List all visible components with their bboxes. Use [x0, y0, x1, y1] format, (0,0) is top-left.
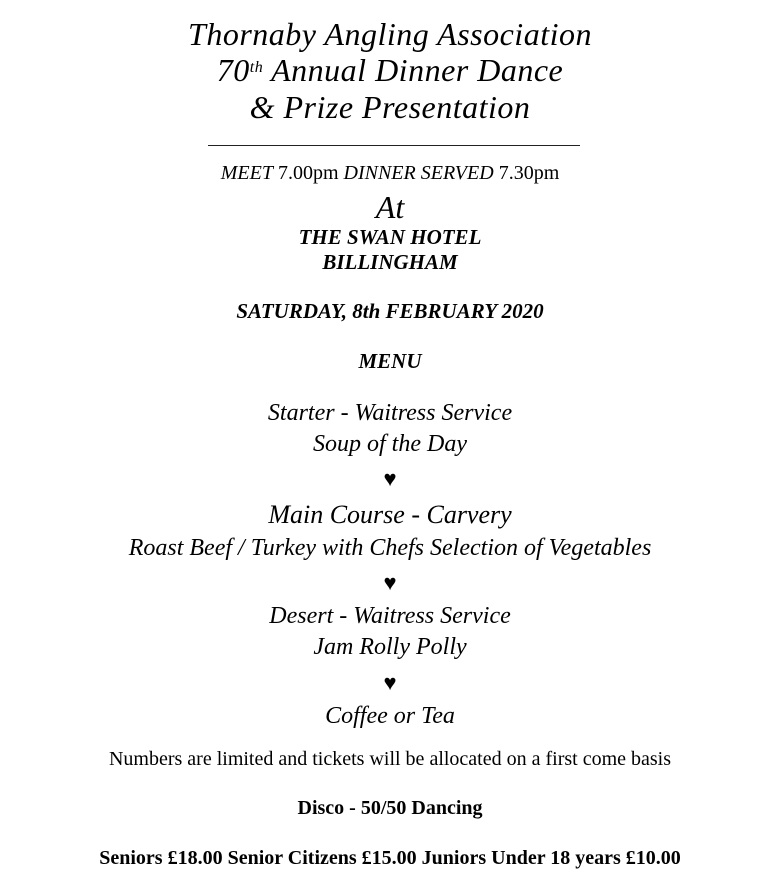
dinner-label: DINNER SERVED: [343, 162, 494, 184]
title-line-3: & Prize Presentation: [249, 89, 531, 125]
starter-dish: Soup of the Day: [313, 431, 467, 457]
anniversary-number: 70: [216, 52, 250, 88]
coffee-or-tea: Coffee or Tea: [325, 703, 455, 729]
event-date: SATURDAY, 8th FEBRUARY 2020: [236, 299, 544, 323]
title-line-2-text: Annual Dinner Dance: [263, 52, 564, 88]
title-line-1: Thornaby Angling Association: [188, 16, 592, 52]
heart-icon: ♥: [383, 670, 397, 695]
meet-times: [0, 162, 780, 185]
venue-town: BILLINGHAM: [322, 250, 458, 274]
divider-rule: [208, 145, 580, 146]
desert-dish: Jam Rolly Polly: [313, 634, 467, 660]
title-line-2: [0, 52, 780, 88]
disco-line: Disco - 50/50 Dancing: [297, 797, 483, 819]
anniversary-suffix: th: [249, 59, 264, 76]
at-label: At: [375, 189, 405, 225]
ticket-prices: Seniors £18.00 Senior Citizens £15.00 Juniors Under 18 years £10.00: [99, 847, 681, 869]
dinner-time: 7.30pm: [498, 162, 560, 184]
main-course-dish: Roast Beef / Turkey with Chefs Selection of Vegetables: [128, 535, 652, 561]
meet-time: 7.00pm: [277, 162, 339, 184]
main-course-title: Main Course - Carvery: [268, 500, 512, 529]
starter-title: Starter - Waitress Service: [267, 400, 513, 426]
venue-name: THE SWAN HOTEL: [298, 225, 482, 249]
menu-heading: MENU: [358, 349, 422, 373]
meet-label: MEET: [220, 162, 273, 184]
ticket-note: Numbers are limited and tickets will be allocated on a first come basis: [108, 748, 672, 770]
heart-icon: ♥: [383, 570, 397, 595]
desert-title: Desert - Waitress Service: [269, 603, 511, 629]
heart-icon: ♥: [383, 466, 397, 491]
